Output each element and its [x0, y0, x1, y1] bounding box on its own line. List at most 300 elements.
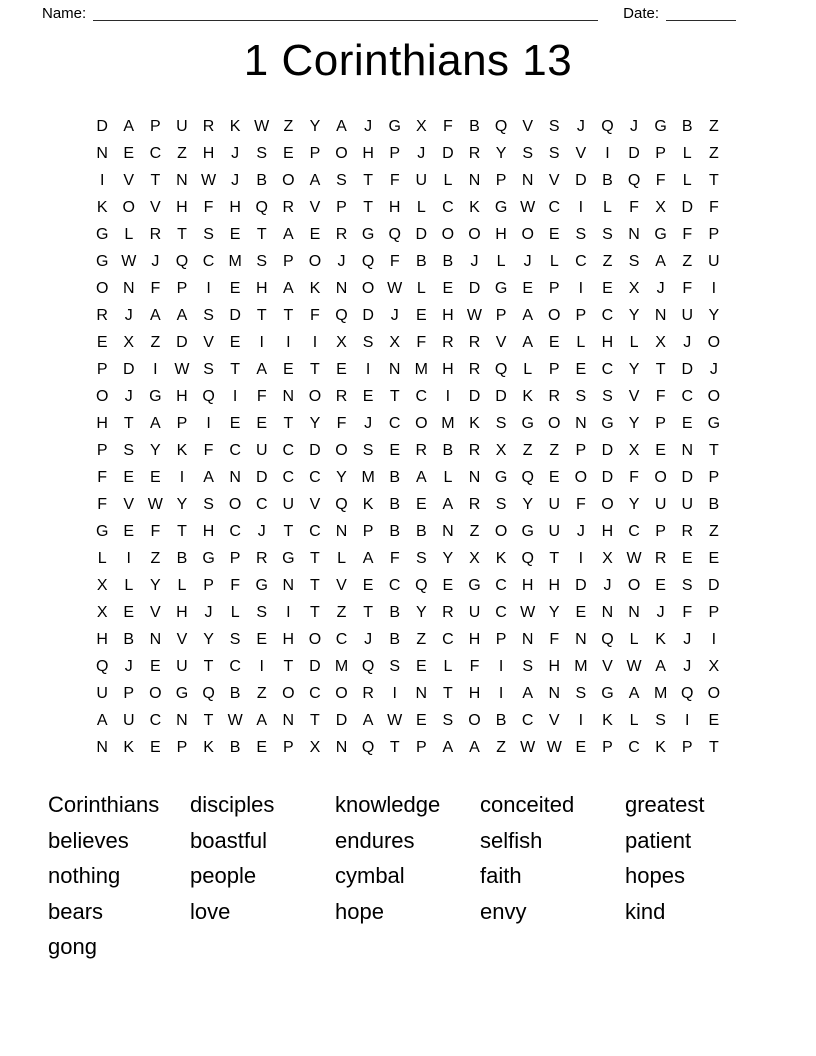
grid-cell: A [150, 306, 161, 324]
grid-cell: O [149, 684, 162, 702]
grid-cell: Q [255, 198, 268, 216]
grid-cell: I [711, 630, 717, 648]
grid-cell: J [231, 171, 240, 189]
grid-cell: O [441, 225, 455, 243]
grid-cell: A [442, 495, 454, 513]
grid-cell: O [308, 630, 322, 648]
grid-cell: S [415, 549, 427, 567]
grid-cell: H [468, 630, 481, 648]
grid-cell: D [681, 360, 694, 378]
grid-cell: V [309, 495, 321, 513]
grid-cell: P [123, 684, 135, 702]
grid-cell: F [336, 414, 347, 432]
grid-cell: X [96, 576, 108, 594]
word-item: cymbal [335, 863, 405, 889]
grid-cell: I [259, 333, 264, 351]
grid-cell: Y [628, 306, 640, 324]
grid-cell: N [601, 603, 614, 621]
word-item: knowledge [335, 792, 441, 817]
grid-cell: N [282, 576, 295, 594]
grid-cell: H [255, 279, 268, 297]
grid-cell: E [415, 657, 427, 675]
grid-cell: K [203, 738, 214, 756]
grid-cell: L [682, 144, 692, 162]
grid-cell: T [310, 711, 320, 729]
grid-cell: E [123, 468, 135, 486]
grid-cell: P [548, 360, 560, 378]
grid-cell: H [176, 603, 188, 621]
grid-cell: C [282, 441, 295, 459]
grid-cell: F [203, 198, 214, 216]
grid-cell: Y [415, 603, 427, 621]
grid-cell: M [414, 360, 428, 378]
grid-cell: W [387, 279, 403, 297]
grid-cell: I [286, 603, 291, 621]
grid-cell: C [601, 306, 614, 324]
grid-cell: I [578, 711, 584, 729]
grid-cell: D [309, 657, 321, 675]
grid-cell: E [123, 144, 135, 162]
grid-cell: G [494, 198, 508, 216]
grid-cell: F [389, 252, 400, 270]
grid-cell: O [308, 387, 322, 405]
grid-cell: L [629, 630, 639, 648]
grid-cell: I [578, 549, 584, 567]
grid-cell: N [149, 630, 162, 648]
grid-cell: B [229, 684, 241, 702]
grid-cell: O [627, 576, 641, 594]
grid-cell: X [389, 333, 401, 351]
grid-cell: L [416, 279, 426, 297]
grid-cell: G [601, 414, 614, 432]
grid-cell: T [310, 576, 320, 594]
grid-cell: C [628, 738, 640, 756]
grid-cell: B [389, 630, 401, 648]
grid-cell: N [468, 171, 481, 189]
grid-cell: R [468, 333, 481, 351]
grid-cell: T [655, 360, 666, 378]
grid-cell: S [256, 603, 268, 621]
grid-cell: U [681, 495, 694, 513]
grid-cell: V [575, 144, 587, 162]
grid-cell: W [466, 306, 483, 324]
grid-cell: J [656, 603, 665, 621]
grid-cell: B [415, 522, 427, 540]
grid-cell: W [546, 738, 562, 756]
grid-cell: O [335, 684, 348, 702]
grid-cell: V [203, 333, 214, 351]
grid-cell: X [628, 441, 640, 459]
grid-cell: R [681, 522, 694, 540]
grid-cell: S [575, 684, 587, 702]
grid-cell: O [548, 306, 561, 324]
grid-cell: T [363, 198, 373, 216]
grid-cell: M [334, 657, 349, 675]
grid-cell: U [96, 684, 108, 702]
grid-cell: B [442, 252, 454, 270]
grid-cell: A [203, 468, 214, 486]
grid-cell: A [442, 738, 454, 756]
grid-cell: F [203, 441, 214, 459]
grid-cell: A [522, 684, 533, 702]
grid-cell: V [628, 387, 640, 405]
name-blank-line [93, 6, 598, 21]
grid-cell: Y [150, 576, 161, 594]
grid-cell: N [548, 684, 561, 702]
grid-cell: B [176, 549, 188, 567]
grid-cell: E [415, 306, 427, 324]
grid-cell: A [150, 414, 161, 432]
grid-cell: E [415, 495, 427, 513]
grid-cell: X [655, 198, 666, 216]
grid-cell: W [520, 738, 536, 756]
grid-cell: N [96, 144, 108, 162]
grid-cell: L [97, 549, 107, 567]
grid-cell: P [229, 549, 241, 567]
grid-cell: V [602, 657, 613, 675]
grid-cell: L [416, 198, 426, 216]
word-item: bears [48, 898, 104, 924]
grid-cell: P [203, 576, 214, 594]
grid-cell: L [576, 333, 586, 351]
grid-cell: T [283, 657, 294, 675]
grid-cell: T [708, 738, 719, 756]
grid-cell: C [442, 198, 454, 216]
grid-cell: W [520, 603, 536, 621]
grid-cell: B [708, 495, 720, 513]
grid-cell: C [149, 144, 162, 162]
grid-cell: T [389, 387, 400, 405]
grid-cell: L [230, 603, 240, 621]
grid-cell: N [229, 468, 241, 486]
grid-cell: W [174, 360, 190, 378]
grid-cell: N [335, 522, 348, 540]
word-item: love [190, 898, 231, 924]
grid-cell: I [605, 144, 610, 162]
grid-cell: N [521, 171, 534, 189]
grid-cell: J [204, 603, 213, 621]
grid-cell: P [495, 171, 507, 189]
grid-cell: J [656, 279, 665, 297]
grid-cell: L [682, 171, 692, 189]
grid-cell: F [549, 630, 560, 648]
grid-cell: E [150, 738, 161, 756]
grid-cell: Q [521, 468, 534, 486]
grid-cell: Y [176, 495, 188, 513]
grid-cell: S [203, 495, 214, 513]
grid-cell: Z [416, 630, 427, 648]
grid-cell: N [415, 684, 428, 702]
grid-cell: U [548, 495, 561, 513]
grid-cell: Z [496, 738, 506, 756]
grid-cell: G [521, 414, 534, 432]
grid-cell: F [310, 306, 320, 324]
grid-cell: S [256, 144, 268, 162]
grid-cell: Q [361, 657, 375, 675]
grid-cell: Z [708, 522, 719, 540]
grid-cell: O [707, 387, 721, 405]
grid-cell: F [389, 171, 400, 189]
grid-cell: J [364, 414, 373, 432]
grid-cell: S [389, 657, 401, 675]
grid-cell: H [202, 144, 215, 162]
grid-cell: L [443, 468, 453, 486]
grid-cell: S [548, 144, 560, 162]
grid-cell: P [176, 738, 188, 756]
grid-cell: A [655, 657, 666, 675]
word-list-column [625, 787, 705, 965]
grid-cell: S [495, 414, 507, 432]
grid-cell: S [522, 657, 533, 675]
grid-cell: O [521, 225, 534, 243]
grid-cell: R [149, 225, 162, 243]
grid-cell: T [256, 306, 267, 324]
grid-cell: R [335, 225, 348, 243]
word-item: patient [625, 827, 692, 853]
grid-cell: K [229, 117, 241, 135]
word-item: hope [335, 898, 384, 924]
word-item: faith [480, 863, 522, 889]
grid-cell: E [336, 360, 347, 378]
grid-cell: O [228, 495, 242, 513]
grid-cell: C [309, 468, 321, 486]
grid-cell: R [362, 684, 374, 702]
grid-cell: E [708, 549, 720, 567]
grid-cell: Y [522, 495, 533, 513]
grid-cell: D [601, 441, 614, 459]
grid-cell: O [707, 684, 721, 702]
grid-cell: I [392, 684, 397, 702]
word-list-column [335, 787, 480, 965]
grid-cell: P [282, 252, 294, 270]
grid-cell: N [681, 441, 694, 459]
grid-cell: N [388, 360, 401, 378]
grid-cell: V [123, 171, 135, 189]
grid-cell: C [415, 387, 428, 405]
grid-cell: E [548, 468, 560, 486]
grid-cell: S [655, 711, 666, 729]
grid-cell: N [628, 603, 640, 621]
grid-cell: U [255, 441, 268, 459]
grid-cell: A [336, 117, 347, 135]
grid-cell: L [523, 360, 533, 378]
grid-cell: F [256, 387, 267, 405]
grid-cell: U [415, 171, 428, 189]
grid-cell: R [415, 441, 428, 459]
grid-cell: T [363, 603, 373, 621]
grid-cell: E [575, 738, 587, 756]
grid-cell: B [123, 630, 135, 648]
grid-cell: Q [521, 549, 534, 567]
grid-cell: O [468, 711, 481, 729]
grid-cell: E [415, 711, 427, 729]
grid-cell: I [498, 684, 504, 702]
grid-cell: C [149, 711, 162, 729]
grid-cell: F [682, 279, 693, 297]
grid-cell: Y [628, 414, 640, 432]
grid-cell: I [286, 333, 291, 351]
grid-cell: K [469, 198, 480, 216]
grid-cell: Q [335, 306, 348, 324]
grid-cell: I [206, 414, 211, 432]
grid-cell: G [95, 522, 109, 540]
grid-cell: T [203, 657, 214, 675]
grid-cell: B [469, 117, 480, 135]
grid-cell: P [415, 738, 427, 756]
grid-cell: Z [177, 144, 187, 162]
word-item: endures [335, 827, 415, 853]
grid-cell: Y [442, 549, 454, 567]
grid-cell: I [685, 711, 690, 729]
grid-cell: D [309, 441, 321, 459]
grid-cell: N [628, 225, 640, 243]
grid-cell: V [548, 171, 560, 189]
grid-cell: M [228, 252, 242, 270]
grid-cell: Q [388, 225, 401, 243]
grid-cell: C [388, 414, 401, 432]
grid-cell: E [123, 603, 135, 621]
grid-cell: F [443, 117, 453, 135]
grid-cell: Z [283, 117, 294, 135]
grid-cell: Q [681, 684, 694, 702]
grid-cell: S [362, 441, 374, 459]
grid-cell: N [335, 279, 348, 297]
grid-cell: K [655, 630, 666, 648]
grid-cell: X [469, 549, 480, 567]
grid-cell: H [548, 576, 561, 594]
grid-cell: E [229, 225, 241, 243]
grid-cell: I [498, 657, 504, 675]
word-list [48, 787, 816, 965]
grid-cell: O [335, 144, 348, 162]
grid-cell: C [309, 522, 321, 540]
word-item: kind [625, 898, 666, 924]
word-item: hopes [625, 863, 685, 889]
grid-cell: D [96, 117, 108, 135]
word-item: conceited [480, 792, 575, 817]
header [0, 0, 816, 23]
grid-cell: J [576, 117, 585, 135]
grid-cell: C [495, 603, 507, 621]
word-item: believes [48, 827, 129, 853]
grid-cell: A [522, 306, 533, 324]
grid-cell: H [176, 198, 188, 216]
grid-cell: C [229, 441, 241, 459]
grid-cell: G [707, 414, 721, 432]
grid-cell: I [206, 279, 211, 297]
grid-cell: S [628, 252, 640, 270]
grid-cell: R [202, 117, 215, 135]
grid-cell: J [257, 522, 266, 540]
grid-cell: A [309, 171, 321, 189]
grid-cell: H [176, 387, 188, 405]
word-list-column [48, 787, 190, 965]
grid-cell: U [708, 252, 720, 270]
grid-cell: Z [549, 441, 560, 459]
grid-cell: G [255, 576, 268, 594]
grid-cell: O [601, 495, 614, 513]
grid-cell: B [256, 171, 268, 189]
grid-cell: D [122, 360, 135, 378]
grid-cell: K [495, 549, 507, 567]
grid-cell: D [229, 306, 241, 324]
grid-cell: G [202, 549, 215, 567]
grid-cell: J [417, 144, 426, 162]
grid-cell: T [310, 360, 320, 378]
grid-cell: C [495, 576, 507, 594]
grid-cell: C [309, 684, 321, 702]
grid-cell: E [309, 225, 321, 243]
grid-cell: E [123, 522, 135, 540]
grid-cell: E [150, 657, 161, 675]
grid-cell: C [255, 495, 268, 513]
grid-cell: Q [202, 684, 215, 702]
grid-cell: K [602, 711, 613, 729]
grid-cell: C [442, 630, 454, 648]
grid-cell: Z [708, 144, 719, 162]
grid-cell: D [362, 306, 374, 324]
grid-cell: O [95, 279, 109, 297]
grid-cell: I [578, 198, 584, 216]
grid-cell: L [603, 198, 612, 216]
grid-cell: Z [682, 252, 693, 270]
grid-cell: H [202, 522, 215, 540]
grid-cell: H [442, 306, 454, 324]
grid-cell: B [389, 495, 401, 513]
grid-cell: Q [601, 117, 614, 135]
grid-cell: D [495, 387, 507, 405]
grid-cell: A [362, 549, 374, 567]
grid-cell: H [548, 657, 561, 675]
grid-cell: Y [628, 360, 640, 378]
grid-cell: Q [601, 630, 614, 648]
grid-cell: R [548, 387, 561, 405]
grid-cell: C [548, 198, 561, 216]
grid-cell: U [176, 117, 188, 135]
grid-cell: L [496, 252, 506, 270]
grid-cell: V [548, 711, 560, 729]
grid-cell: C [229, 522, 241, 540]
grid-cell: J [124, 387, 133, 405]
grid-cell: G [388, 117, 401, 135]
grid-cell: P [389, 144, 401, 162]
grid-cell: E [442, 279, 454, 297]
grid-cell: Q [361, 738, 375, 756]
grid-cell: T [283, 522, 294, 540]
grid-cell: F [389, 549, 400, 567]
grid-cell: P [708, 225, 720, 243]
grid-cell: L [443, 657, 453, 675]
grid-cell: F [97, 468, 108, 486]
page-title: 1 Corinthians 13 [243, 36, 573, 85]
grid-cell: L [629, 711, 639, 729]
grid-cell: E [229, 279, 241, 297]
grid-cell: I [445, 387, 451, 405]
grid-cell: S [575, 225, 587, 243]
grid-cell: U [654, 495, 667, 513]
grid-cell: K [96, 198, 108, 216]
word-item: gong [48, 934, 97, 960]
grid-cell: S [362, 333, 374, 351]
grid-cell: T [177, 522, 187, 540]
grid-cell: E [362, 387, 374, 405]
grid-cell: R [468, 495, 481, 513]
grid-cell: T [708, 441, 719, 459]
grid-cell: E [575, 603, 587, 621]
grid-cell: E [282, 144, 294, 162]
grid-cell: D [575, 171, 587, 189]
grid-cell: K [655, 738, 666, 756]
